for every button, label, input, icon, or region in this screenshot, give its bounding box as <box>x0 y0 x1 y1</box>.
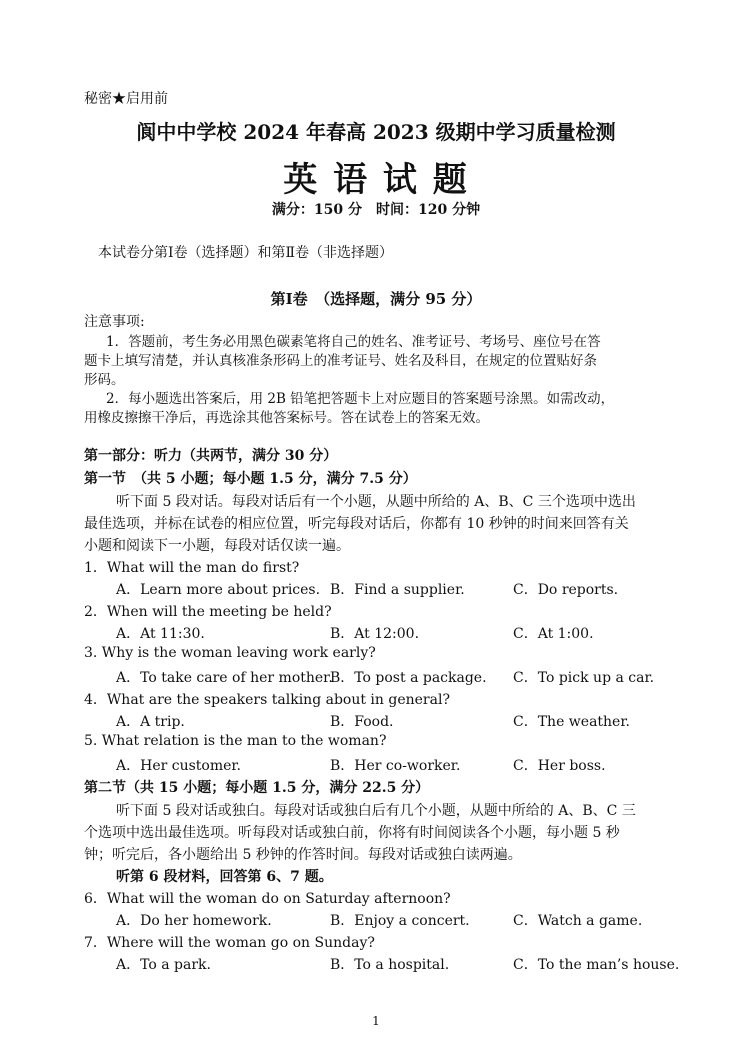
q2-option-b: B．At 12:00. <box>330 626 420 642</box>
q6-option-c: C．Watch a game. <box>513 913 643 929</box>
q1-option-a: A．Learn more about prices. <box>116 582 321 598</box>
q5-option-a: A．Her customer. <box>116 758 242 774</box>
question-6: 6．What will the woman do on Saturday afternoon? <box>84 891 451 907</box>
question-3: 3. Why is the woman leaving work early? <box>84 645 376 661</box>
q4-option-b: B．Food. <box>330 714 394 730</box>
q6-option-b: B．Enjoy a concert. <box>330 913 470 929</box>
question-2: 2．When will the meeting be held? <box>84 604 332 620</box>
notice-heading: 注意事项: <box>84 314 145 330</box>
intro-text: 本试卷分第Ⅰ卷（选择题）和第Ⅱ卷（非选择题） <box>98 245 394 261</box>
section1-title: 第一节 （共 5 小题；每小题 1.5 分，满分 7.5 分） <box>84 471 417 487</box>
q3-option-c: C．To pick up a car. <box>513 670 655 686</box>
part1-title: 第一部分：听力（共两节，满分 30 分） <box>84 448 338 464</box>
section2-instr-line2: 个选项中选出最佳选项。听每段对话或独白前，你将有时间阅读各个小题，每小题 5 秒 <box>84 825 620 841</box>
subject-title: 英 语 试 题 <box>283 160 469 200</box>
q4-option-a: A．A trip. <box>116 714 185 730</box>
q4-option-c: C．The weather. <box>513 714 630 730</box>
question-7: 7．Where will the woman go on Sunday? <box>84 935 375 951</box>
q3-option-b: B．To post a package. <box>330 670 487 686</box>
notice-item2-line2: 用橡皮擦擦干净后，再选涂其他答案标号。答在试卷上的答案无效。 <box>84 410 489 426</box>
material-6-heading: 听第 6 段材料，回答第 6、7 题。 <box>116 869 333 885</box>
volume1-title: 第Ⅰ卷 （选择题，满分 95 分） <box>270 290 482 308</box>
q5-option-c: C．Her boss. <box>513 758 606 774</box>
q2-option-a: A．At 11:30. <box>116 626 205 642</box>
q1-option-c: C．Do reports. <box>513 582 619 598</box>
q3-option-a: A．To take care of her mother. <box>116 670 333 686</box>
notice-item1-line2: 题卡上填写清楚，并认真核准条形码上的准考证号、姓名及科目，在规定的位置贴好条 <box>84 353 597 369</box>
question-5: 5. What relation is the man to the woman? <box>84 733 387 749</box>
section2-instr-line1: 听下面 5 段对话或独白。每段对话或独白后有几个小题，从题中所给的 A、B、C 三 <box>116 803 636 819</box>
page-number: 1 <box>372 1014 380 1028</box>
school-title: 阆中中学校 2024 年春高 2023 级期中学习质量检测 <box>136 120 616 144</box>
q2-option-c: C．At 1:00. <box>513 626 594 642</box>
section2-instr-line3: 钟；听完后，各小题给出 5 秒钟的作答时间。每段对话或独白读两遍。 <box>84 847 522 863</box>
question-1: 1．What will the man do first? <box>84 560 300 576</box>
section1-instr-line1: 听下面 5 段对话。每段对话后有一个小题，从题中所给的 A、B、C 三个选项中选出 <box>116 494 636 510</box>
q6-option-a: A．Do her homework. <box>116 913 272 929</box>
notice-item1-line3: 形码。 <box>84 372 125 388</box>
q7-option-b: B．To a hospital. <box>330 957 450 973</box>
q7-option-a: A．To a park. <box>116 957 211 973</box>
q5-option-b: B．Her co-worker. <box>330 758 461 774</box>
notice-item2-line1: 2．每小题选出答案后，用 2B 铅笔把答题卡上对应题目的答案题号涂黑。如需改动， <box>106 391 615 407</box>
score-time: 满分：150 分 时间：120 分钟 <box>271 202 481 218</box>
section1-instr-line2: 最佳选项，并标在试卷的相应位置，听完每段对话后，你都有 10 秒钟的时间来回答有关 <box>84 516 629 532</box>
confidential-mark: 秘密★启用前 <box>84 91 168 107</box>
section2-title: 第二节（共 15 小题；每小题 1.5 分，满分 22.5 分） <box>84 780 430 796</box>
notice-item1-line1: 1．答题前，考生务必用黑色碳素笔将自己的姓名、准考证号、考场号、座位号在答 <box>106 334 601 350</box>
q1-option-b: B．Find a supplier. <box>330 582 465 598</box>
question-4: 4．What are the speakers talking about in general? <box>84 692 450 708</box>
section1-instr-line3: 小题和阅读下一小题，每段对话仅读一遍。 <box>84 538 350 554</box>
q7-option-c: C．To the man’s house. <box>513 957 680 973</box>
